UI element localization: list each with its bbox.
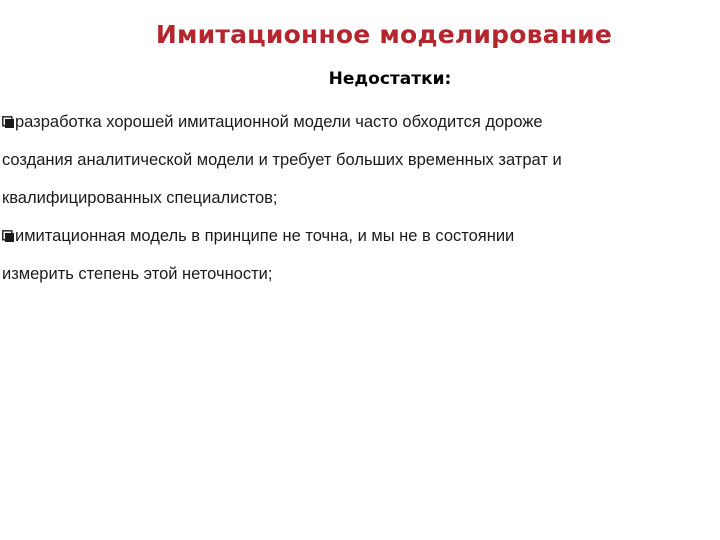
slide-subtitle: Недостатки: xyxy=(328,69,452,89)
bullet-line: измерить степень этой неточности; xyxy=(2,265,273,283)
square-bullet-icon xyxy=(2,230,14,242)
slide-title: Имитационное моделирование xyxy=(155,20,613,49)
bullet-line: квалифицированных специалистов; xyxy=(2,189,278,207)
bullet-item xyxy=(2,103,702,217)
bullet-line: создания аналитической модели и требует больших временных затрат и xyxy=(2,151,562,169)
bullet-text: разработка хорошей имитационной модели часто обходится дороже xyxy=(15,113,543,131)
bullet-text: имитационная модель в принципе не точна, и мы не в состоянии xyxy=(15,227,515,245)
square-bullet-icon xyxy=(2,116,14,128)
bullet-line xyxy=(2,103,702,141)
bullet-line xyxy=(2,217,702,255)
bullet-list xyxy=(2,103,702,293)
bullet-item xyxy=(2,217,702,293)
